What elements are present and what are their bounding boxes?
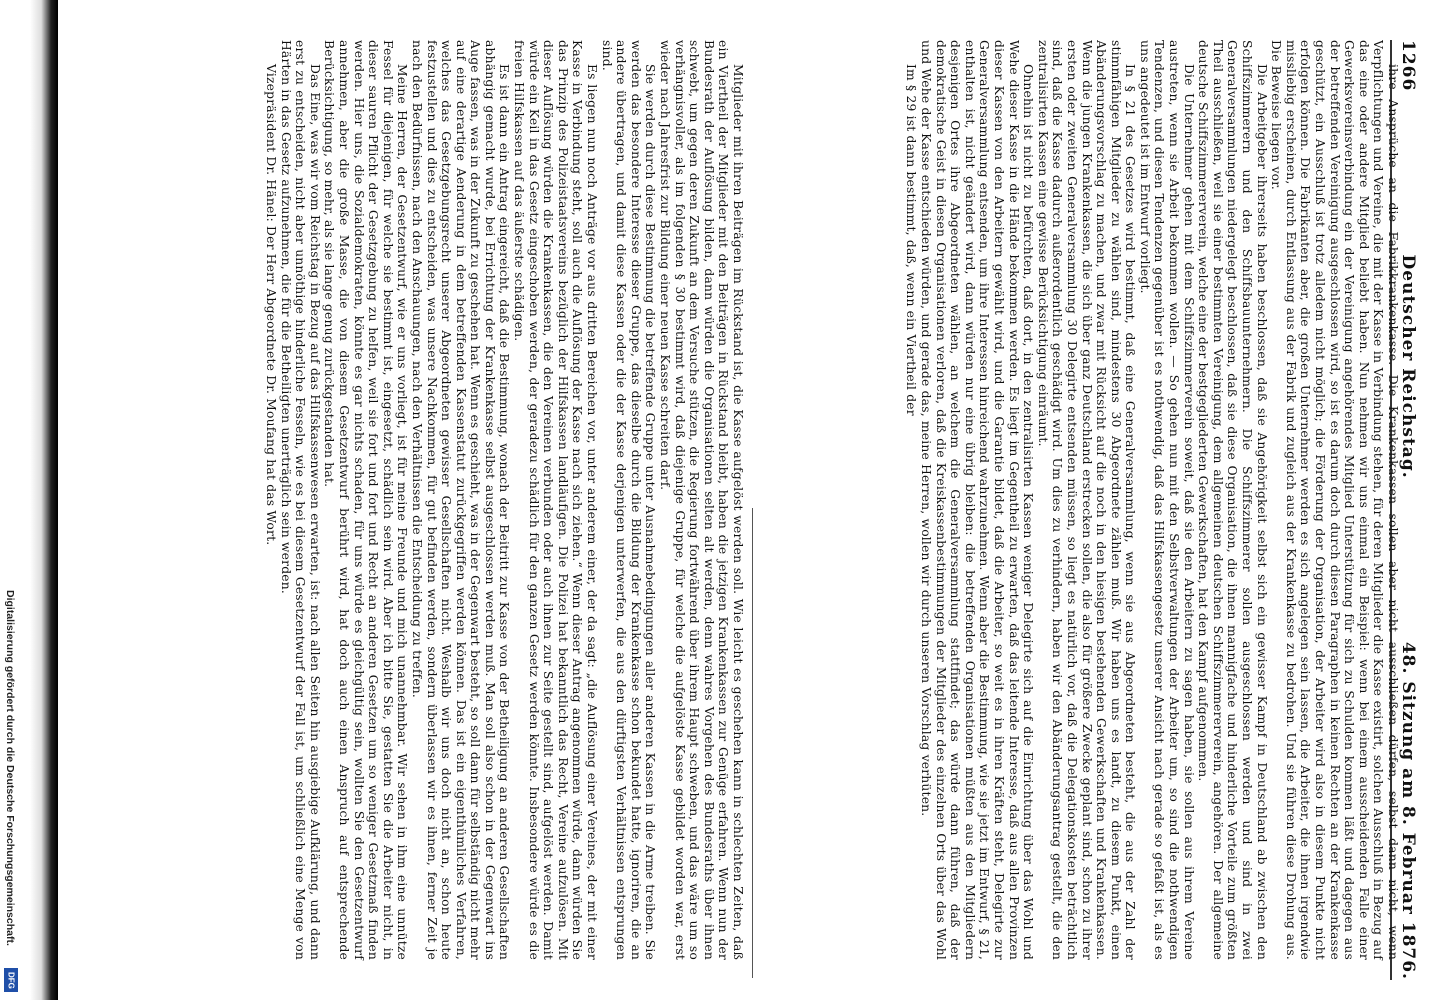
paragraph: Im § 29 ist dann bestimmt, daß, wenn ein Viertheil der: [904, 64, 919, 416]
paragraph: Vizepräsident Dr. Hänel: Der Herr Abgeordnete Dr. Moufang hat das Wort.: [264, 64, 278, 546]
dfg-logo: DFG: [4, 968, 18, 992]
paragraph: Die Arbeitgeber ihrerseits haben beschlossen, daß sie Angehörigkeit selbst sich ein gewisser Kampf in Deutschland ab zwischen den Schiffszimmerern und den Schiffsbauunternehmern. Die Schiffszimmerer sollen ausgeschlossen werden und sind in zwei Generalversammlungen niedergelegt beschlossen, daß sie diese Organisation, die ihnen mannigfache und hinderliche Vorteile zum größten Theil ausschließen, weil sie einer bestimmten Vereinigung, dem allgemeinen deutschen Schiffszimmererverein, angehören. Der allgemeine deutsche Schiffszimmererverein, welche eine der bestgegliederten Gewerkschaften, hat den Kampf aufgenommen.: [1196, 40, 1269, 960]
paragraph: Sie werden durch diese Bestimmung die betreffende Gruppe unter Ausnahmebedingungen aller anderen Kassen in die Arme treiben. Sie werden das besondere Interesse dieser Gruppe, das dieselbe durch die Bildung der Krankenkasse schon bekundet hatte, ignoriren, die an andere übertragen, und damit diese Kassen oder die der Kasse derjenigen unterwerfen, die aus den dürftigsten Verhältnissen entsprungen sind.: [599, 40, 658, 960]
paragraph: Es liegen nun noch Anträge vor aus dritten Bereichen vor, unter anderem einer, der da sagt: „die Auflösung einer Vereines, der mit einer Kasse in Verbindung steht, soll auch die Auflösung der Kasse nach sich ziehen.“ Wenn dieser Antrag angenommen würde, dann würden Sie das Prinzip des Polizeistaatsvereins bezüglich der Hilfskassen landläufigen. Die Polizei hat bekanntlich das Recht, Vereine aufzulösen. Mit dieser Auflösung würden die Krankenkassen, die den Vereinen verbunden oder auch ihnen zur Seite gestellt sind, aufgelöst werden. Damit würde ein Keil in das Gesetz eingeschoben werden, der geradezu schädlich für den ganzen Gesetz werden könnte. Insbesondere würde es die freien Hilfskassen auf das äußerste schädigen.: [512, 40, 600, 960]
text-column-left: [760, 40, 1400, 985]
paragraph: Es ist dann ein Antrag eingereicht, daß die Bestimmung, wonach der Beitritt zur Kasse von der Betheiligung an anderen Gesellschaften abhängig gemacht wurde, bei Errichtung der Krankenkasse selbst ausgeschlossen werden muß. Man soll also schon in der Gegenwart ins Auge fassen, was in der Zukunft zu geschehen hat. Wenn es geschieht, was in der Gegenwart besteht, so soll dann für selbständig nicht mehr auf eine derartige Aenderung in dem betreffenden Kassenstatut zurückgegriffen werden können. Das ist ein eigenthümliches Verfahren, welches das Gesetzgebungsrecht unserer Abgeordneten gewisser Gesellschaften nicht. Weshalb wir uns doch nicht an, schon heute festzustellen und dies zu entscheiden, was unsere Nachkommen, für gut befinden werden, sondern überlassen wir es ihnen, ferner Zeit je nach den Bedürfnissen, nach den Anschauungen, nach den Verhältnissen die Entscheidung zu treffen.: [409, 40, 512, 960]
digitization-credit-text: Digitalisierung gefördert durch die Deutsche Forschungsgemeinschaft.: [4, 590, 16, 946]
paragraph: Das Eine, was wir vom Reichstag in Bezug auf das Hilfskassenwesen erwarten, ist: nach allen Seiten hin ausgiebige Aufklärung, und dann erst zu entscheiden, nicht aber unnöthige hinderliche Fesseln, wie es bei diesem Gesetzentwurf der Fall ist, um schließlich eine Menge von Härten in das Gesetz aufzunehmen, die für die Betheiligten unerträglich sein werden.: [278, 40, 322, 960]
page-number: 1266: [1398, 40, 1418, 92]
paragraph: ihre Ansprüche an die Fabrikkrankenkasse. Die Krankenkassen sollen aber nicht ausschließen dürfen, selbst dann nicht, wenn Verpflichtungen und Vereine, die mit der Kasse in Verbindung stehen, für deren Mitglieder die Kasse existirt, solchen Ausschluß in Bezug auf das eine oder andere Mitglied beliebt haben. Nun nehmen wir uns einmal ein Beispiel: wenn bei einem ausscheidenden Falle einer Gewerksvereinsverbindung ein der Vereinigung angehörendes Mitglied Unterstützung für sich zu Schulden kommen läßt und dagegen aus der betreffenden Vereinigung ausgeschlossen wird, so ist es darum doch durch diesen Paragraphen in keinen Rechten an der Krankenkasse geschützt, ein Ausschluß ist trotz alledem nicht möglich; die Förderung der Organisation, der Arbeiter wird also in diesem Punkte nicht erfolgen können. Die Fabrikanten aber, die großen Unternehmer werden es sich angelegen sein lassen, die Arbeiter, die ihnen irgendwie missliebig erscheinen, durch Entlassung aus der Fabrik und zugleich aus der Krankenkasse zu bedrohen. Und sie führen diese Drohung aus. Die Beweise liegen vor.: [1269, 40, 1400, 960]
paragraph: In § 21 des Gesetzes wird bestimmt, daß eine Generalversammlung, wenn sie aus Abgeordneten besteht, die aus der Zahl der stimmfähigen Mitglieder zu wählen sind, mindestens 30 Abgeordnete zählen muß. Wir haben uns es landt, zu diesem Punkt, einen Abänderungsvorschlag zu machen, und zwar mit Rücksicht auf die noch in den hiesigen bestehenden Gewerkschaften und Krankenkassen. Wenn die jungen Krankenkassen, die sich über ganz Deutschland erstrecken sollen, die also für größere Zwecke geplant sind, schon zu ihrer ersten oder zweiten Generalversammlung 30 Delegirte entsenden müssen, so liegt es natürlich vor, daß die Delegationskosten beträchtlich sind, daß die Kasse dadurch außerordentlich geschädigt wird. Um dies zu verhindern, haben wir den Abänderungsantrag gestellt, die den zentralisirten Kassen eine gewisse Berücksichtigung einräumt.: [1035, 40, 1138, 960]
session-title: 48. Sitzung am 8. Februar 1876.: [1398, 641, 1418, 980]
publication-title: Deutscher Reichstag.: [1398, 254, 1418, 479]
book-binding-edge: [30, 0, 58, 1000]
digitization-credit: [0, 590, 20, 985]
paragraph: Meine Herren, der Gesetzentwurf, wie er uns vorliegt, ist für meine Freunde und mich unannehmbar. Wir sehen in ihm eine unnütze Fessel für diejenigen, für welche sie bestimmt ist, eingesetzt, schädlich sein wird. Aber ich bitte Sie, gestatten Sie die Arbeiter nicht, in dieser sauren Pflicht der Gesetzgebung zu helfen, weil sie fort und fort und Recht an anderen Gesetzen um so weniger Gesetzmaß finden werden. Hier uns, die Sozialdemokraten, könnte es gar nichts schaden, für uns würde es gleichgültig sein, wollten Sie den Gesetzentwurf annehmen, aber die große Masse, die von diesem Gesetzentwurf berührt wird, hat doch auch einen Anspruch auf entsprechende Berücksichtigung, so mehr, als sie lange genug zurückgestanden hat.: [322, 40, 410, 960]
column-divider: [752, 508, 753, 978]
paragraph: Ohnehin ist nicht zu befürchten, daß dort, in den zentralisirten Kassen weniger Delegirte sich auf die Einrichtung über das Wohl und Wehe dieser Kasse in die Hände bekommen werden. Es liegt im Gegentheil zu erwarten, daß das leitende Interesse, daß aus allen Provinzen dieser Kassen von den Arbeitern gewählt wird, und die Garantie bildet, daß die Arbeiter, so weit es in ihren Kräften steht, Delegirte zur Generalversammlung entsenden, um ihre Interessen hinreichend wahrzunehmen. Wenn aber die Bestimmung, wie sie jetzt im Entwurf, § 21, enthalten ist, nicht geändert wird, dann würden nur eine übrig bleiben: die betreffenden Organisationen müßten aus den Mitgliedern desjenigen Ortes ihre Abgeordneten wählen, an welchem die Generalversammlung stattfindet; das würde dann führen, daß der demokratische Geist in diesen Organisationen verloren, daß die Kreiskassenbestimmungen der Mitglieder des einzelnen Orts über das Wohl und Wehe der Kasse entschieden würden, und gerade das, meine Herren, wollen wir durch unseren Vorschlag verhüten.: [919, 40, 1036, 960]
paragraph: Die Unternehmer gehen mit dem Schiffszimmerverein soweit, daß sie den Arbeitern zu sagen haben, sie sollen aus ihrem Vereine austreten, wenn sie Arbeit bekommen wollen. — So gehen nun mit den Selbstverwaltungen der Arbeiter um, so sind die nothwendigen Tendenzen, und diesen Tendenzen gegenüber ist es nothwendig, daß das Hilfskassengesetz unserer Ansicht nach gerade so gefaßt ist, als es uns angedeutet ist im Entwurf vorliegt.: [1137, 40, 1196, 960]
text-column-right: [105, 40, 745, 985]
paragraph: Mitglieder mit ihren Beiträgen im Rückstand ist, die Kasse aufgelöst werden soll. Wie leicht es geschehen kann in schlechten Zeiten, daß ein Viertheil der Mitglieder mit den Beiträgen in Rückstand bleibt, haben die jetzigen Krankenkassen zur Genüge erfahren. Wenn nun der Bundesrath der Auflösung bilden, dann würden die Organisationen selten alt werden, denn wahres Vorgehen des Bundesraths über ihnen schwebt, um gegen deren Zukunft an dem Versuche stützen, die Regierung fortwährend über ihrem Haupt schweben, und das wäre um so verhängnisvoller, als im folgenden § 30 bestimmt wird, daß diejenige Gruppe, für welche die aufgelöste Kasse gebildet worden war, erst wieder nach Jahresfrist zur Bildung einer neuen Kasse schreiten darf.: [658, 40, 745, 960]
